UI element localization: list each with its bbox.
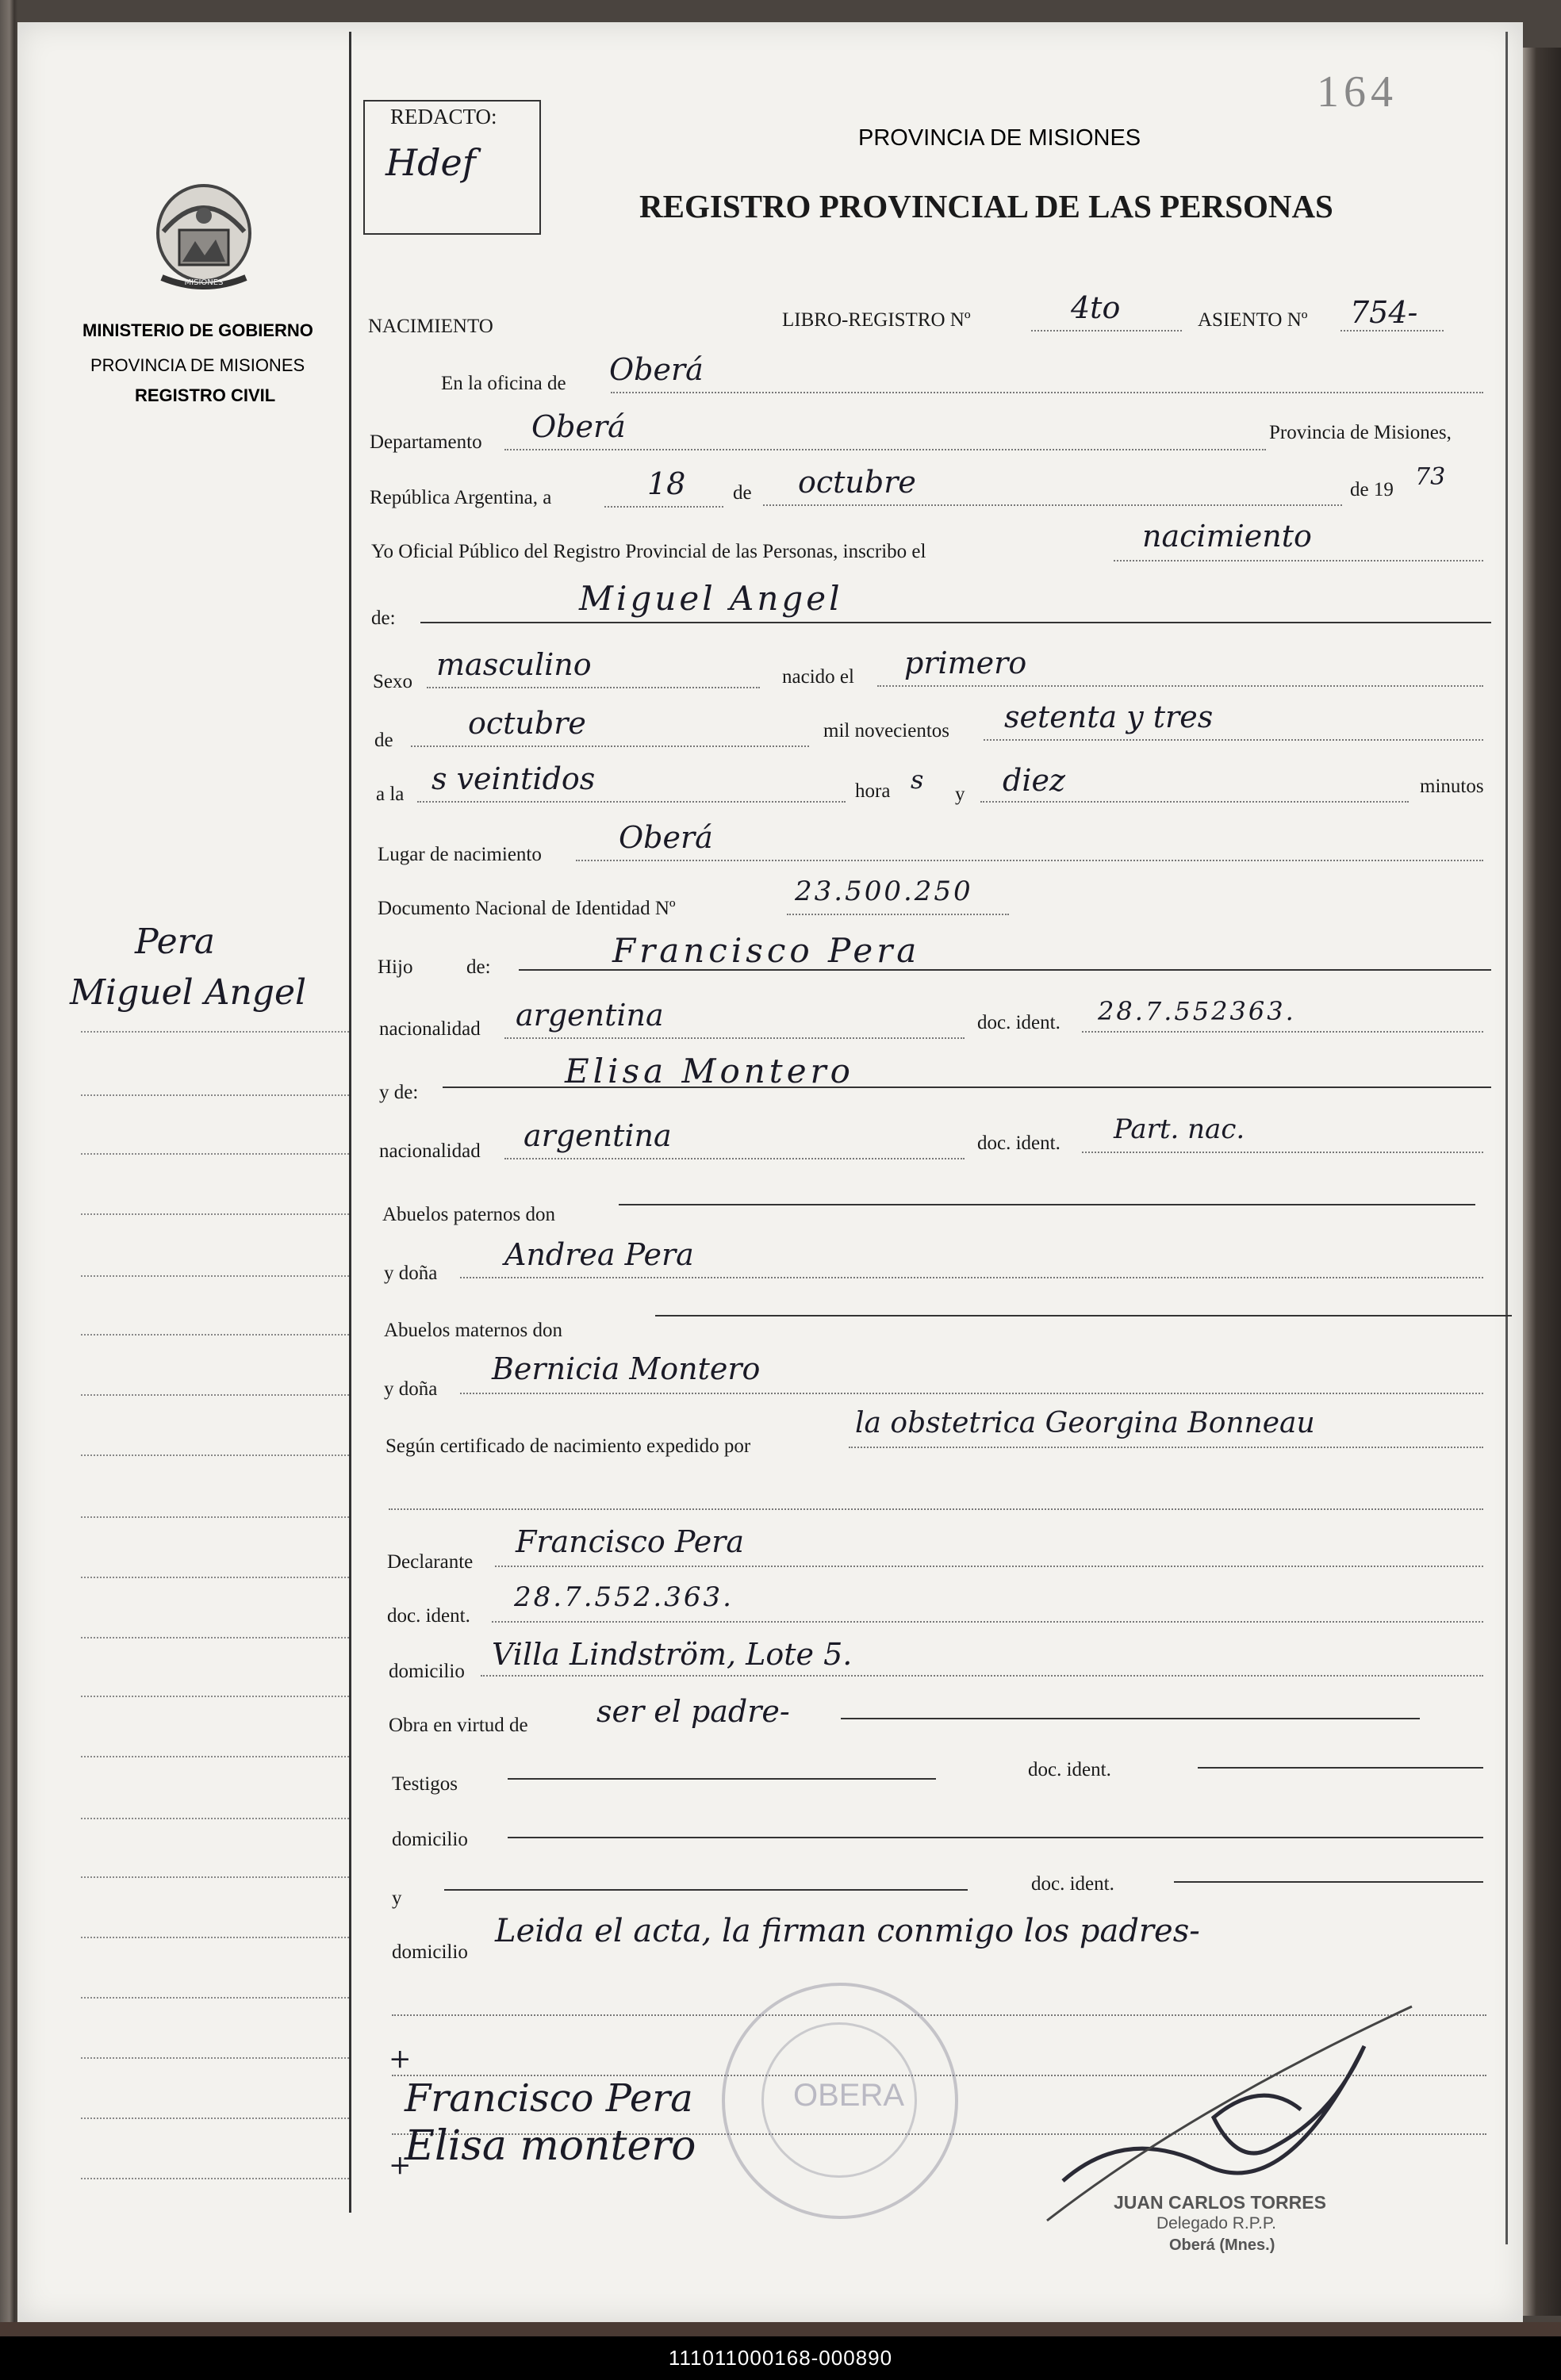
declarante-line	[495, 1566, 1483, 1567]
decl-doc-label: doc. ident.	[387, 1605, 470, 1627]
anio-nac-value: setenta y tres	[1004, 699, 1214, 734]
anio-prefix: de 19	[1350, 479, 1394, 500]
margin-ruled-line	[81, 2117, 349, 2119]
testigo2-doc-label: doc. ident.	[1031, 1873, 1114, 1895]
lugar-label: Lugar de nacimiento	[378, 844, 542, 865]
hijo-label: Hijo	[378, 956, 413, 978]
margin-ruled-line	[81, 1213, 349, 1215]
madre-doc-value: Part. nac.	[1114, 1113, 1245, 1145]
decl-doc-value: 28.7.552.363.	[514, 1581, 734, 1613]
sexo-line	[427, 687, 760, 688]
madre-value: Elisa Montero	[565, 1052, 854, 1090]
segun-line-2	[389, 1508, 1483, 1510]
anio-value: 73	[1415, 463, 1446, 491]
ministry-label: MINISTERIO DE GOBIERNO	[82, 320, 313, 340]
header-province: PROVINCIA DE MISIONES	[858, 125, 1141, 151]
nacionalidad-label-2: nacionalidad	[379, 1140, 481, 1162]
oficina-label: En la oficina de	[441, 373, 566, 394]
y-dona-label: y doña	[384, 1263, 438, 1284]
segun-label: Según certificado de nacimiento expedido por	[385, 1435, 751, 1457]
libro-label: LIBRO-REGISTRO Nº	[782, 309, 971, 331]
stamp-text: OBERA	[793, 2078, 905, 2113]
domicilio-line	[481, 1675, 1483, 1677]
margin-ruled-line	[81, 1637, 349, 1638]
page-number: 164	[1317, 67, 1398, 117]
madre-doc-line	[1082, 1152, 1483, 1153]
book-bottom-edge	[0, 2322, 1561, 2336]
official-title: Delegado R.P.P.	[1156, 2214, 1277, 2232]
sexo-label: Sexo	[373, 671, 412, 692]
abuela-mat-line	[460, 1393, 1483, 1394]
margin-ruled-line	[81, 1577, 349, 1578]
nacido-label: nacido el	[782, 666, 854, 688]
margin-ruled-line	[81, 2178, 349, 2179]
margin-ruled-line	[81, 2057, 349, 2059]
mes-value: octubre	[798, 465, 916, 500]
margin-ruled-line	[81, 1275, 349, 1277]
domicilio-label-3: domicilio	[392, 1941, 468, 1963]
minutos-label: minutos	[1420, 776, 1484, 797]
abuela-pat-value: Andrea Pera	[504, 1237, 694, 1272]
de-mes-label: de	[374, 730, 393, 751]
segun-value: la obstetrica Georgina Bonneau	[855, 1407, 1315, 1439]
margin-ruled-line	[81, 1818, 349, 1819]
seal-text: MISIONES	[184, 278, 224, 287]
mes-nac-value: octubre	[468, 706, 586, 741]
madre-doc-label: doc. ident.	[977, 1133, 1060, 1154]
margin-name: Miguel Angel	[70, 972, 307, 1013]
leida-value: Leida el acta, la firman conmigo los padres-	[495, 1913, 1200, 1949]
margin-surname: Pera	[135, 922, 215, 962]
domicilio-value: Villa Lindström, Lote 5.	[492, 1637, 853, 1672]
misiones-coat-of-arms-icon	[148, 176, 260, 295]
nacido-line	[877, 685, 1483, 687]
minutos-line	[980, 801, 1409, 803]
margin-ruled-line	[81, 1696, 349, 1697]
margin-ruled-line	[81, 1997, 349, 1999]
dni-line	[787, 914, 1009, 915]
redacto-label: REDACTO:	[390, 105, 497, 128]
signature-cross-1: +	[389, 2043, 412, 2075]
padre-doc-label: doc. ident.	[977, 1012, 1060, 1033]
y-dona-label-2: y doña	[384, 1378, 438, 1400]
lugar-value: Oberá	[619, 820, 713, 855]
asiento-line	[1340, 330, 1444, 332]
padre-doc-value: 28.7.552363.	[1098, 996, 1296, 1026]
anio-nac-line	[984, 739, 1483, 741]
de-label: de	[733, 482, 752, 504]
domicilio-label: domicilio	[389, 1661, 465, 1682]
obra-value: ser el padre-	[596, 1694, 790, 1729]
obra-label: Obra en virtud de	[389, 1715, 528, 1736]
padre-value: Francisco Pera	[612, 931, 921, 970]
inscribo-line	[1114, 560, 1483, 561]
horas-suffix: s	[911, 765, 924, 795]
asiento-value: 754-	[1350, 295, 1418, 330]
nombre-value: Miguel Angel	[579, 579, 843, 618]
y-de-label: y de:	[379, 1082, 419, 1103]
oficina-line	[611, 392, 1483, 393]
republica-label: República Argentina, a	[370, 487, 552, 508]
declarante-value: Francisco Pera	[516, 1524, 745, 1559]
margin-ruled-line	[81, 1394, 349, 1396]
hora-value: s veintidos	[431, 761, 596, 796]
dni-value: 23.500.250	[795, 876, 973, 907]
abuela-mat-value: Bernicia Montero	[492, 1351, 761, 1386]
horas-label: hora	[855, 780, 891, 802]
abuelo-mat-line	[655, 1315, 1512, 1316]
libro-value: 4to	[1071, 290, 1121, 325]
official-name: JUAN CARLOS TORRES	[1114, 2192, 1326, 2213]
redacto-box	[363, 100, 541, 235]
libro-line	[1031, 330, 1182, 332]
de-label-2: de:	[371, 607, 396, 629]
provincia-suffix: Provincia de Misiones,	[1269, 422, 1452, 443]
padre-doc-line	[1082, 1031, 1483, 1033]
obra-line	[841, 1718, 1420, 1719]
abuelos-mat-label: Abuelos maternos don	[384, 1320, 562, 1341]
redacto-value: Hdef	[385, 141, 476, 184]
hora-line	[417, 801, 846, 803]
province-label: PROVINCIA DE MISIONES	[90, 355, 305, 375]
left-margin-rule	[349, 32, 351, 2213]
document-id-footer: 111011000168-000890	[0, 2336, 1561, 2380]
registry-label: REGISTRO CIVIL	[135, 385, 276, 405]
hijo-suffix: de:	[466, 956, 491, 978]
nacimiento-label: NACIMIENTO	[368, 316, 493, 337]
departamento-line	[504, 449, 1266, 450]
testigo2-doc-line	[1174, 1881, 1483, 1883]
padre-nac-line	[504, 1037, 965, 1039]
oficina-value: Oberá	[609, 352, 704, 387]
y-label-2: y	[392, 1888, 402, 1909]
mil-label: mil novecientos	[823, 720, 949, 742]
mes-nac-line	[411, 745, 809, 747]
margin-ruled-line	[81, 1516, 349, 1518]
y-label: y	[955, 784, 965, 805]
segun-line	[849, 1447, 1483, 1448]
abuela-pat-line	[460, 1277, 1483, 1278]
lugar-line	[576, 860, 1483, 861]
inscribo-value: nacimiento	[1142, 519, 1312, 554]
domicilio-label-2: domicilio	[392, 1829, 468, 1850]
margin-ruled-line	[81, 1153, 349, 1155]
nacido-value: primero	[904, 646, 1027, 680]
abuelos-pat-label: Abuelos paternos don	[382, 1204, 556, 1225]
signature-cross-2: +	[389, 2149, 412, 2181]
dia-line	[604, 506, 723, 508]
margin-ruled-line	[81, 1756, 349, 1757]
testigo1-domicilio-line	[508, 1837, 1483, 1838]
testigos-label: Testigos	[392, 1773, 458, 1795]
margin-ruled-line	[81, 1454, 349, 1456]
testigo1-line	[508, 1778, 936, 1780]
departamento-label: Departamento	[370, 431, 482, 453]
margin-ruled-line	[81, 1334, 349, 1336]
book-spine-edge	[1523, 48, 1561, 2316]
minutos-value: diez	[1003, 763, 1065, 798]
father-signature: Francisco Pera	[405, 2076, 693, 2121]
margin-ruled-line	[81, 1876, 349, 1878]
abuelo-pat-line	[619, 1204, 1475, 1205]
margin-ruled-line	[81, 1937, 349, 1938]
testigo1-doc-line	[1198, 1767, 1483, 1769]
testigo1-doc-label: doc. ident.	[1028, 1759, 1111, 1780]
departamento-value: Oberá	[531, 409, 626, 444]
declarante-label: Declarante	[387, 1551, 474, 1573]
testigo2-line	[444, 1889, 968, 1891]
madre-nac-line	[504, 1158, 965, 1159]
padre-nac-value: argentina	[516, 998, 664, 1033]
a-la-label: a la	[376, 784, 405, 805]
mother-signature: Elisa montero	[405, 2122, 696, 2170]
asiento-label: ASIENTO Nº	[1198, 309, 1308, 331]
nacionalidad-label: nacionalidad	[379, 1018, 481, 1040]
decl-doc-line	[492, 1621, 1483, 1623]
mes-line	[763, 504, 1342, 506]
oficial-text: Yo Oficial Público del Registro Provincial de las Personas, inscribo el	[371, 541, 926, 562]
header-title: REGISTRO PROVINCIAL DE LAS PERSONAS	[639, 188, 1333, 224]
margin-ruled-line	[81, 1031, 349, 1033]
dia-value: 18	[647, 466, 686, 501]
sexo-value: masculino	[436, 647, 592, 682]
right-margin-rule	[1505, 32, 1508, 2244]
nombre-line	[420, 622, 1491, 623]
dni-label: Documento Nacional de Identidad Nº	[378, 898, 676, 919]
madre-nac-value: argentina	[524, 1118, 672, 1153]
margin-ruled-line	[81, 1094, 349, 1096]
official-place: Oberá (Mnes.)	[1169, 2236, 1275, 2254]
